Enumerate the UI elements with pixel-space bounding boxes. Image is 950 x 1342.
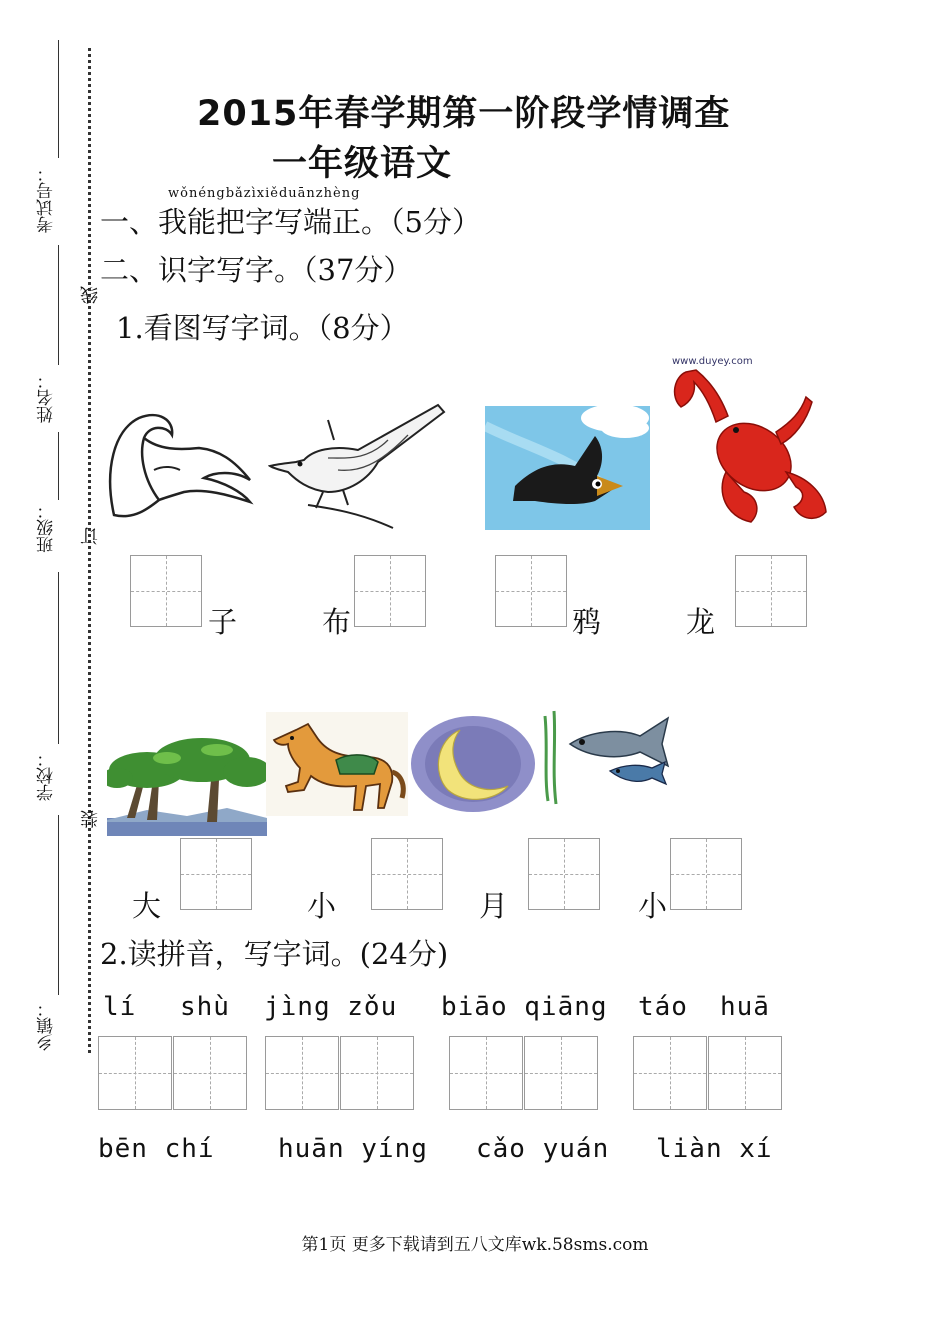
pinyin-benchi: bēn chí — [98, 1134, 215, 1164]
binding-mark-line: 线 — [80, 286, 101, 304]
section2-heading: 二、识字写字。（37分） — [100, 253, 413, 287]
writing-box-li[interactable] — [98, 1036, 172, 1110]
writing-box-jing[interactable] — [265, 1036, 339, 1110]
name-label: 姓名： — [37, 372, 57, 423]
pinyin-lianxi: liàn xí — [656, 1134, 773, 1164]
writing-box-6[interactable] — [371, 838, 443, 910]
writing-box-5[interactable] — [180, 838, 252, 910]
school-label: 学校： — [37, 750, 57, 801]
writing-box-shu[interactable] — [173, 1036, 247, 1110]
binding-line — [58, 572, 59, 744]
lobster-picture — [666, 352, 836, 530]
binding-mark-bind: 装 — [80, 810, 101, 828]
question1-heading: 1.看图写字词。（8分） — [116, 311, 409, 345]
hint-char-6: 小 — [307, 889, 337, 923]
writing-box-3[interactable] — [495, 555, 567, 627]
section1-heading: 一、我能把字写端正。（5分） — [100, 205, 481, 239]
pinyin-hua: huā — [720, 992, 770, 1022]
writing-box-4[interactable] — [735, 555, 807, 627]
writing-box-1[interactable] — [130, 555, 202, 627]
writing-box-qiang[interactable] — [524, 1036, 598, 1110]
class-label: 班级： — [37, 502, 57, 553]
fish-picture — [540, 696, 680, 806]
page-footer: 第1页 更多下载请到五八文库wk.58sms.com — [301, 1235, 649, 1255]
page-title: 2015年春学期第一阶段学情调查 — [197, 94, 731, 134]
binding-line — [58, 432, 59, 500]
question2-heading: 2.读拼音，写字词。(24分) — [100, 937, 449, 971]
writing-box-zou[interactable] — [340, 1036, 414, 1110]
pinyin-caoyuan: cǎo yuán — [476, 1134, 610, 1164]
writing-box-hua[interactable] — [708, 1036, 782, 1110]
writing-box-2[interactable] — [354, 555, 426, 627]
hint-char-7: 月 — [479, 889, 509, 923]
pinyin-shu: shù — [180, 992, 230, 1022]
pinyin-li: lí — [103, 992, 137, 1022]
binding-mark-staple: 订 — [80, 527, 101, 545]
page-subtitle: 一年级语文 — [272, 144, 453, 184]
crow-picture — [485, 406, 650, 530]
moon-picture — [408, 712, 538, 814]
section1-pinyin: wǒnéngbǎzìxiěduānzhèng — [168, 186, 361, 201]
binding-line — [58, 815, 59, 995]
hint-char-5: 大 — [132, 889, 162, 923]
binding-dotted-line — [88, 48, 91, 1053]
watermark-text: www.duyey.com — [672, 356, 753, 367]
cuckoo-picture — [268, 400, 446, 530]
binding-line — [58, 40, 59, 158]
writing-box-7[interactable] — [528, 838, 600, 910]
hint-char-3: 鸦 — [572, 605, 602, 639]
pinyin-biaoqiang: biāo qiāng — [441, 992, 608, 1022]
horse-picture — [266, 712, 408, 816]
pinyin-tao: táo — [638, 992, 688, 1022]
township-label: 乡镇： — [37, 1000, 57, 1051]
writing-box-8[interactable] — [670, 838, 742, 910]
binding-line — [58, 245, 59, 365]
pinyin-jingzou: jìng zǒu — [264, 992, 398, 1022]
tree-picture — [107, 730, 267, 836]
writing-box-biao[interactable] — [449, 1036, 523, 1110]
hint-char-8: 小 — [638, 889, 668, 923]
hint-char-1: 子 — [208, 605, 238, 639]
exam-number-label: 考试号： — [37, 165, 57, 233]
writing-box-tao[interactable] — [633, 1036, 707, 1110]
hint-char-2: 布 — [322, 605, 352, 639]
pinyin-huanying: huān yíng — [278, 1134, 428, 1164]
swallow-picture — [104, 410, 254, 532]
hint-char-4: 龙 — [686, 605, 716, 639]
